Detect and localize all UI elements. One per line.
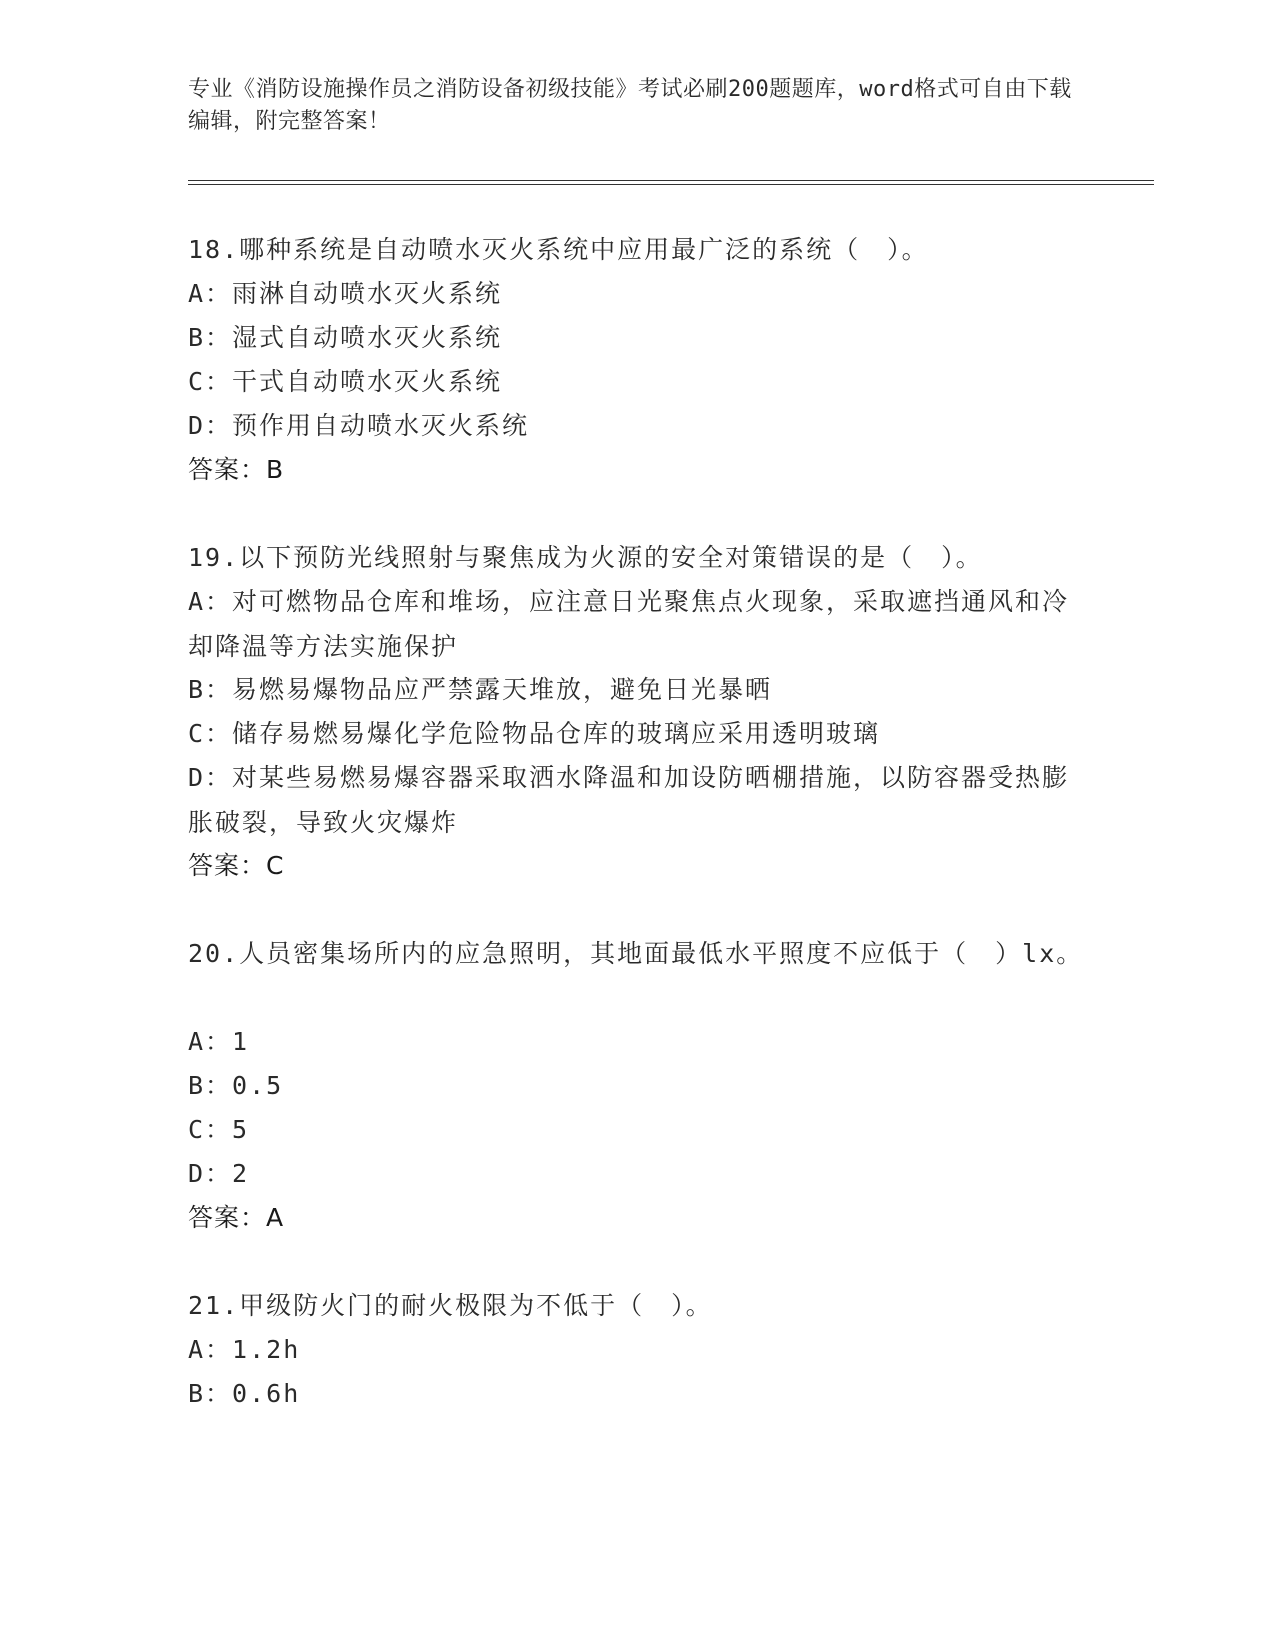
question-20-text: 20.人员密集场所内的应急照明，其地面最低水平照度不应低于（ ）lx。 bbox=[188, 939, 1084, 968]
answer-value: A bbox=[266, 1203, 285, 1232]
question-19-option-b: B：易燃易爆物品应严禁露天堆放，避免日光暴晒 bbox=[188, 675, 773, 704]
question-20-option-d: D：2 bbox=[188, 1159, 250, 1188]
document-header: 专业《消防设施操作员之消防设备初级技能》考试必刷200题题库，word格式可自由下载编辑，附完整答案！ bbox=[188, 77, 1072, 134]
question-19-answer bbox=[188, 843, 284, 888]
question-19-option-d: D：对某些易燃易爆容器采取洒水降温和加设防晒棚措施，以防容器受热膨胀破裂，导致火灾爆炸 bbox=[188, 763, 1070, 837]
header-divider-bottom bbox=[188, 184, 1154, 185]
header-divider-top bbox=[188, 180, 1154, 181]
question-18-text: 18.哪种系统是自动喷水灭火系统中应用最广泛的系统（ ）。 bbox=[188, 235, 929, 264]
answer-value: C bbox=[266, 851, 285, 880]
question-20-option-a: A：1 bbox=[188, 1027, 250, 1056]
question-20-option-c: C：5 bbox=[188, 1115, 250, 1144]
answer-label: 答案： bbox=[188, 1203, 267, 1232]
question-18-option-a: A：雨淋自动喷水灭火系统 bbox=[188, 279, 503, 308]
answer-label: 答案： bbox=[188, 851, 267, 880]
answer-label: 答案： bbox=[188, 455, 267, 484]
question-19-option-c: C：储存易燃易爆化学危险物品仓库的玻璃应采用透明玻璃 bbox=[188, 719, 881, 748]
question-18-option-b: B：湿式自动喷水灭火系统 bbox=[188, 323, 503, 352]
question-19-option-a: A：对可燃物品仓库和堆场，应注意日光聚焦点火现象，采取遮挡通风和冷却降温等方法实施保护 bbox=[188, 587, 1070, 661]
question-18-option-c: C：干式自动喷水灭火系统 bbox=[188, 367, 503, 396]
question-18-option-d: D：预作用自动喷水灭火系统 bbox=[188, 411, 530, 440]
question-21-text: 21.甲级防火门的耐火极限为不低于（ ）。 bbox=[188, 1291, 713, 1320]
question-21-option-b: B：0.6h bbox=[188, 1379, 301, 1408]
question-21-option-a: A：1.2h bbox=[188, 1335, 301, 1364]
question-20-answer bbox=[188, 1195, 284, 1240]
question-18-answer bbox=[188, 447, 284, 492]
question-20-option-b: B：0.5 bbox=[188, 1071, 284, 1100]
answer-value: B bbox=[266, 455, 285, 484]
question-19-text: 19.以下预防光线照射与聚焦成为火源的安全对策错误的是（ ）。 bbox=[188, 543, 983, 572]
